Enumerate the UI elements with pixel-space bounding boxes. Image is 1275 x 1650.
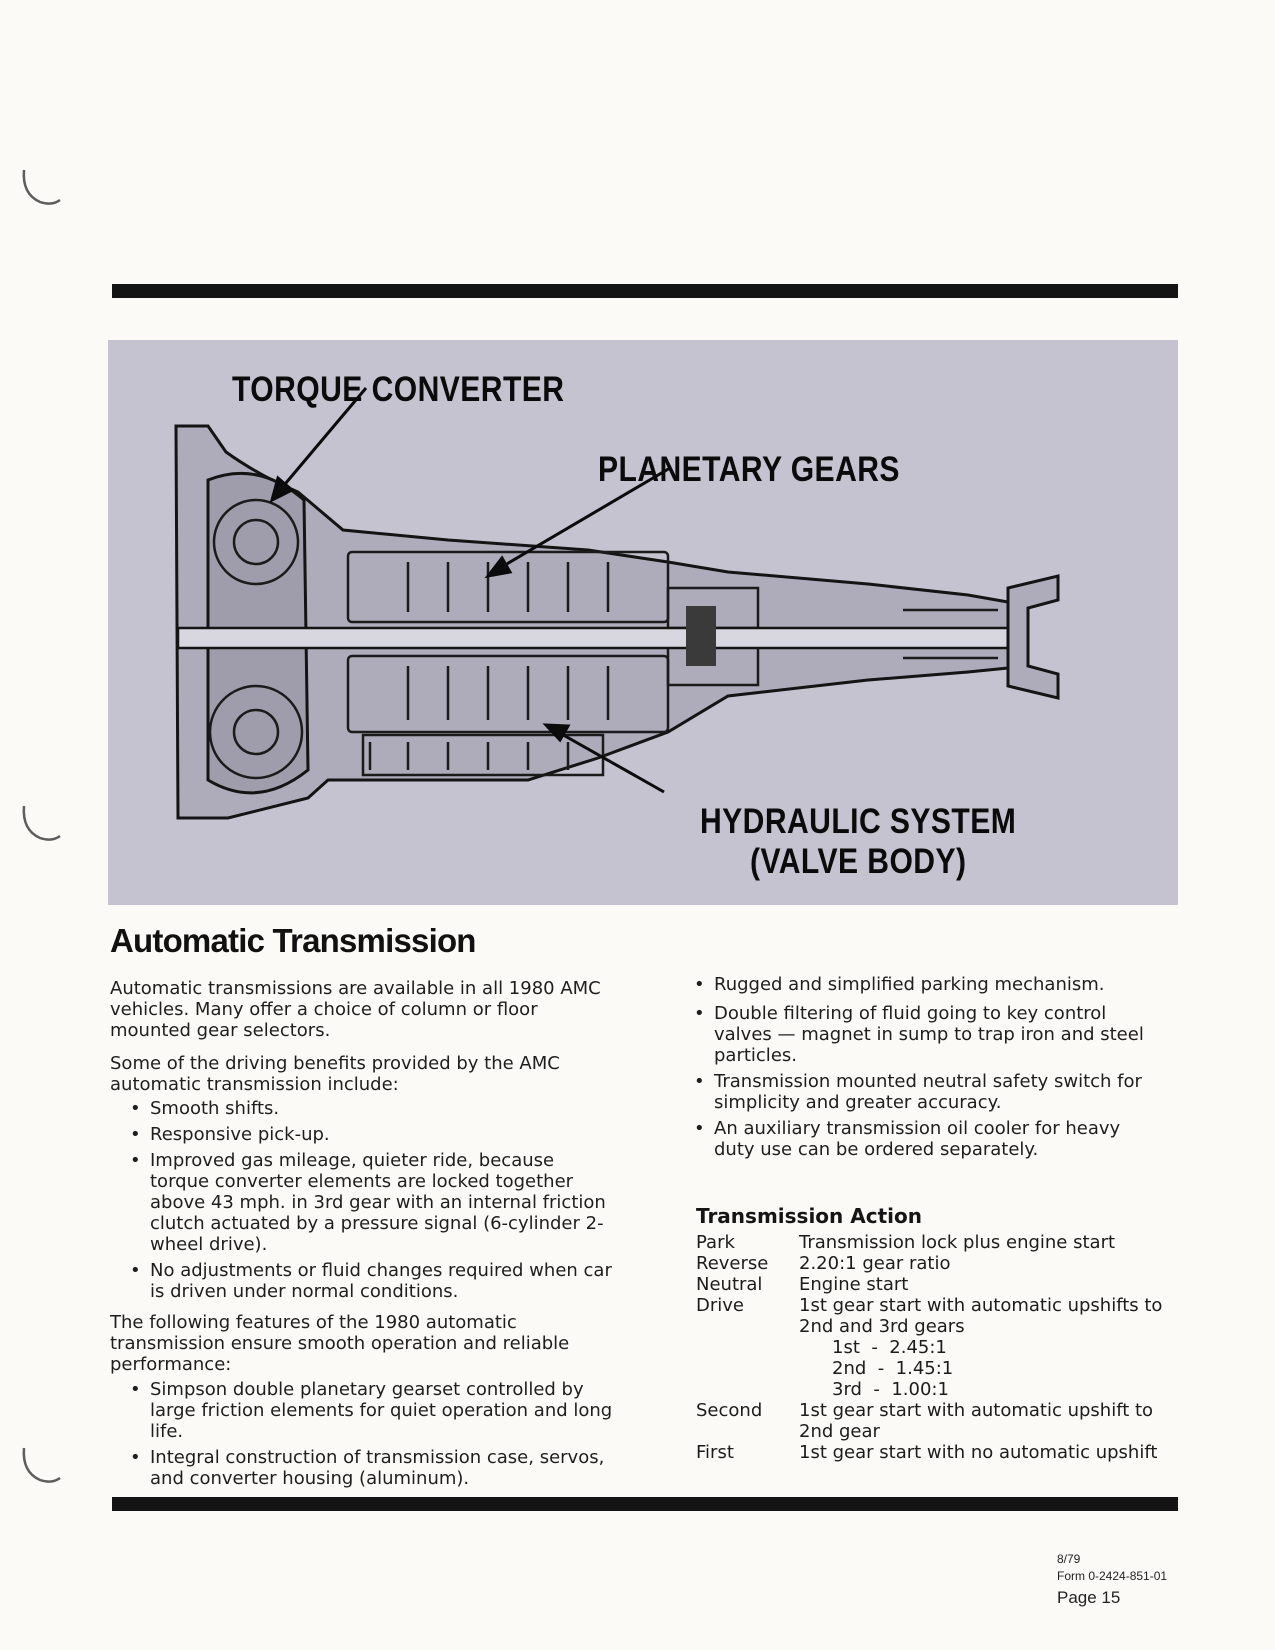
drive-ratio: 3rd - 1.00:1 (832, 1379, 949, 1400)
transmission-action-title: Transmission Action (696, 1204, 922, 1228)
list-item: • Rugged and simplified parking mechanism. (694, 974, 1164, 995)
benefits-intro: Some of the driving benefits provided by the AMC automatic transmission include: (110, 1053, 560, 1095)
punch-hole (14, 800, 62, 844)
section-title: Automatic Transmission (110, 922, 476, 959)
punch-hole (14, 164, 62, 208)
gear-description: 2.20:1 gear ratio (799, 1253, 951, 1274)
top-divider (112, 284, 1178, 298)
gear-label: Reverse (696, 1253, 769, 1274)
callout-valve-body: (VALVE BODY) (750, 842, 967, 881)
list-item: • Integral construction of transmission case, servos, and converter housing (aluminum). (130, 1447, 615, 1489)
gear-description: Engine start (799, 1274, 909, 1295)
gear-label: Neutral (696, 1274, 763, 1295)
gear-label: Drive (696, 1295, 744, 1316)
right-column (694, 974, 1164, 1160)
list-item: • No adjustments or fluid changes required when car is driven under normal conditions. (130, 1260, 615, 1302)
benefits-list (130, 1098, 615, 1302)
form-date: 8/79 (1057, 1552, 1081, 1566)
gear-description: Transmission lock plus engine start (799, 1232, 1116, 1253)
gear-description: 1st gear start with automatic upshift to 2nd gear (799, 1400, 1154, 1442)
features-list (130, 1379, 615, 1489)
list-item: • Double filtering of fluid going to key control valves — magnet in sump to trap iron and steel particles. (694, 1003, 1164, 1066)
list-item: • An auxiliary transmission oil cooler for heavy duty use can be ordered separately. (694, 1118, 1164, 1160)
page-number: Page 15 (1057, 1588, 1121, 1607)
gear-label: Second (696, 1400, 763, 1421)
drive-ratio: 2nd - 1.45:1 (832, 1358, 954, 1379)
features-list-continued (694, 974, 1164, 1160)
features-intro: The following features of the 1980 automatic transmission ensure smooth operation and reliable performance: (110, 1312, 570, 1375)
list-item: • Improved gas mileage, quieter ride, because torque converter elements are locked together above 43 mph. in 3rd gear with an internal friction clutch actuated by a pressure signal (6-cylinder 2-wheel drive). (130, 1150, 615, 1255)
list-item: • Smooth shifts. (130, 1098, 615, 1119)
drive-ratio: 1st - 2.45:1 (832, 1337, 947, 1358)
gear-label: Park (696, 1232, 735, 1253)
intro-paragraph: Automatic transmissions are available in all 1980 AMC vehicles. Many offer a choice of column or floor mounted gear selectors. (110, 978, 601, 1041)
callout-torque-converter: TORQUE CONVERTER (232, 370, 565, 409)
list-item: • Simpson double planetary gearset controlled by large friction elements for quiet operation and long life. (130, 1379, 615, 1442)
gear-description: 1st gear start with automatic upshifts to 2nd and 3rd gears (799, 1295, 1163, 1337)
transmission-illustration (108, 340, 1178, 905)
gear-label: First (696, 1442, 734, 1463)
form-number: Form 0-2424-851-01 (1057, 1569, 1168, 1583)
gear-description: 1st gear start with no automatic upshift (799, 1442, 1158, 1463)
punch-hole (14, 1442, 62, 1486)
left-column (110, 978, 615, 1489)
transmission-cutaway-figure (108, 340, 1178, 905)
bottom-divider (112, 1497, 1178, 1511)
list-item: • Transmission mounted neutral safety switch for simplicity and greater accuracy. (694, 1071, 1164, 1113)
callout-planetary-gears: PLANETARY GEARS (598, 450, 900, 489)
gear-description-block (799, 1295, 1189, 1400)
callout-hydraulic-system: HYDRAULIC SYSTEM (700, 802, 1017, 841)
list-item: • Responsive pick-up. (130, 1124, 615, 1145)
